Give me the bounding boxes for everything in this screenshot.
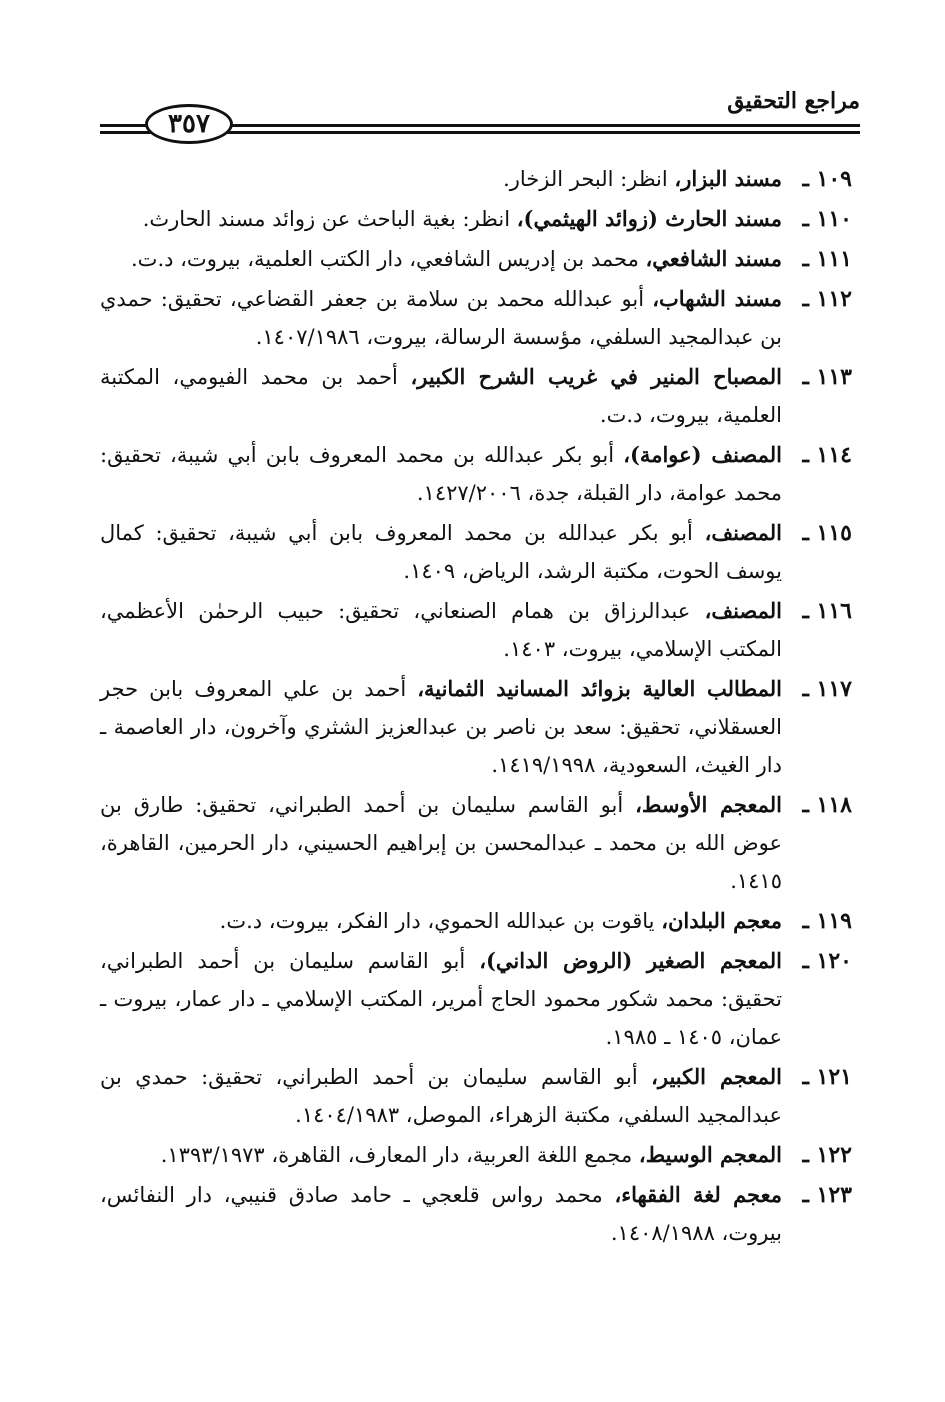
entry-text: [100, 280, 782, 356]
bibliography-list: [100, 160, 852, 1254]
entry-number: ١١٣ ـ: [802, 364, 852, 390]
entry-title: المصنف،: [704, 598, 782, 623]
entry-text: [100, 1058, 782, 1134]
entry-title: المصباح المنير في غريب الشرح الكبير،: [410, 364, 782, 389]
entry-number: ١١٥ ـ: [802, 520, 852, 546]
entry-details: أبو القاسم سليمان بن أحمد الطبراني، تحقيق: محمد شكور محمود الحاج أمرير، المكتب الإسلامي ـ دار عمار، بيروت ـ عمان، ١٤٠٥ ـ ١٩٨٥.: [100, 949, 782, 1049]
entry-text: [100, 200, 782, 238]
entry-details: أبو القاسم سليمان بن أحمد الطبراني، تحقيق: طارق بن عوض الله بن محمد ـ عبدالمحسن بن إبراهيم الحسيني، دار الحرمين، القاهرة، ١٤١٥.: [100, 793, 782, 893]
entry-number: ١١١ ـ: [802, 246, 852, 272]
entry-title: المعجم الصغير (الروض الداني)،: [479, 948, 783, 973]
bibliography-entry: [100, 902, 852, 940]
entry-number: ١١٦ ـ: [802, 598, 852, 624]
page-number: ٣٥٧: [168, 109, 210, 139]
entry-details: أبو بكر عبدالله بن محمد المعروف بابن أبي شيبة، تحقيق: كمال يوسف الحوت، مكتبة الرشد، الرياض، ١٤٠٩.: [100, 521, 782, 583]
entry-title: مسند الشافعي،: [645, 246, 782, 271]
entry-details: انظر: البحر الزخار.: [503, 167, 675, 191]
entry-title: معجم لغة الفقهاء،: [614, 1182, 782, 1207]
entry-number: ١٢١ ـ: [802, 1064, 852, 1090]
entry-title: مسند الشهاب،: [652, 286, 783, 311]
running-title: مراجع التحقيق: [727, 88, 860, 114]
entry-text: [100, 786, 782, 900]
bibliography-entry: [100, 1058, 852, 1134]
entry-details: ياقوت بن عبدالله الحموي، دار الفكر، بيروت، د.ت.: [219, 909, 662, 933]
bibliography-entry: [100, 942, 852, 1056]
bibliography-entry: [100, 280, 852, 356]
entry-text: [100, 592, 782, 668]
entry-number: ١٠٩ ـ: [802, 166, 852, 192]
bibliography-entry: [100, 240, 852, 278]
entry-title: مسند الحارث (زوائد الهيثمي)،: [516, 206, 782, 231]
entry-details: أحمد بن علي المعروف بابن حجر العسقلاني، تحقيق: سعد بن ناصر بن عبدالعزيز الشثري وآخرون، دار العاصمة ـ دار الغيث، السعودية، ١٤١٩/١٩٩٨.: [100, 677, 782, 777]
entry-number: ١١٠ ـ: [802, 206, 852, 232]
entry-title: المعجم الكبير،: [651, 1064, 783, 1089]
bibliography-entry: [100, 160, 852, 198]
entry-title: المعجم الأوسط،: [635, 792, 782, 817]
entry-details: محمد بن إدريس الشافعي، دار الكتب العلمية، بيروت، د.ت.: [131, 247, 646, 271]
entry-text: [100, 160, 782, 198]
entry-text: [100, 514, 782, 590]
entry-details: عبدالرزاق بن همام الصنعاني، تحقيق: حبيب الرحمٰن الأعظمي، المكتب الإسلامي، بيروت، ١٤٠٣.: [100, 599, 782, 661]
bibliography-entry: [100, 200, 852, 238]
entry-text: [100, 902, 782, 940]
entry-details: انظر: بغية الباحث عن زوائد مسند الحارث.: [142, 207, 517, 231]
entry-title: مسند البزار،: [674, 166, 782, 191]
entry-text: [100, 240, 782, 278]
entry-title: المعجم الوسيط،: [638, 1142, 782, 1167]
entry-details: مجمع اللغة العربية، دار المعارف، القاهرة، ١٣٩٣/١٩٧٣.: [160, 1143, 639, 1167]
entry-text: [100, 436, 782, 512]
entry-number: ١١٢ ـ: [802, 286, 852, 312]
entry-number: ١١٩ ـ: [802, 908, 852, 934]
bibliography-entry: [100, 514, 852, 590]
entry-text: [100, 942, 782, 1056]
entry-text: [100, 670, 782, 784]
bibliography-entry: [100, 670, 852, 784]
entry-number: ١٢٢ ـ: [802, 1142, 852, 1168]
entry-number: ١١٤ ـ: [802, 442, 852, 468]
entry-details: أحمد بن محمد الفيومي، المكتبة العلمية، بيروت، د.ت.: [100, 365, 782, 427]
entry-details: أبو بكر عبدالله بن محمد المعروف بابن أبي شيبة، تحقيق: محمد عوامة، دار القبلة، جدة، ١٤٢٧/٢٠٠٦.: [100, 443, 782, 505]
entry-details: محمد رواس قلعجي ـ حامد صادق قنيبي، دار النفائس، بيروت، ١٤٠٨/١٩٨٨.: [100, 1183, 782, 1245]
entry-details: أبو القاسم سليمان بن أحمد الطبراني، تحقيق: حمدي بن عبدالمجيد السلفي، مكتبة الزهراء، الموصل، ١٤٠٤/١٩٨٣.: [100, 1065, 782, 1127]
bibliography-entry: [100, 436, 852, 512]
entry-text: [100, 358, 782, 434]
bibliography-entry: [100, 358, 852, 434]
entry-number: ١١٧ ـ: [802, 676, 852, 702]
bibliography-entry: [100, 786, 852, 900]
page-header: [100, 88, 860, 144]
entry-title: المصنف،: [704, 520, 782, 545]
entry-number: ١٢٣ ـ: [802, 1182, 852, 1208]
entry-title: المصنف (عوامة)،: [623, 442, 782, 467]
bibliography-entry: [100, 592, 852, 668]
entry-number: ١١٨ ـ: [802, 792, 852, 818]
entry-text: [100, 1176, 782, 1252]
bibliography-entry: [100, 1136, 852, 1174]
bibliography-entry: [100, 1176, 852, 1252]
entry-text: [100, 1136, 782, 1174]
entry-details: أبو عبدالله محمد بن سلامة بن جعفر القضاعي، تحقيق: حمدي بن عبدالمجيد السلفي، مؤسسة الرسالة، بيروت، ١٤٠٧/١٩٨٦.: [100, 287, 782, 349]
entry-title: المطالب العالية بزوائد المسانيد الثمانية،: [417, 676, 782, 701]
page-number-oval: [145, 104, 233, 144]
entry-number: ١٢٠ ـ: [802, 948, 852, 974]
entry-title: معجم البلدان،: [661, 908, 782, 933]
